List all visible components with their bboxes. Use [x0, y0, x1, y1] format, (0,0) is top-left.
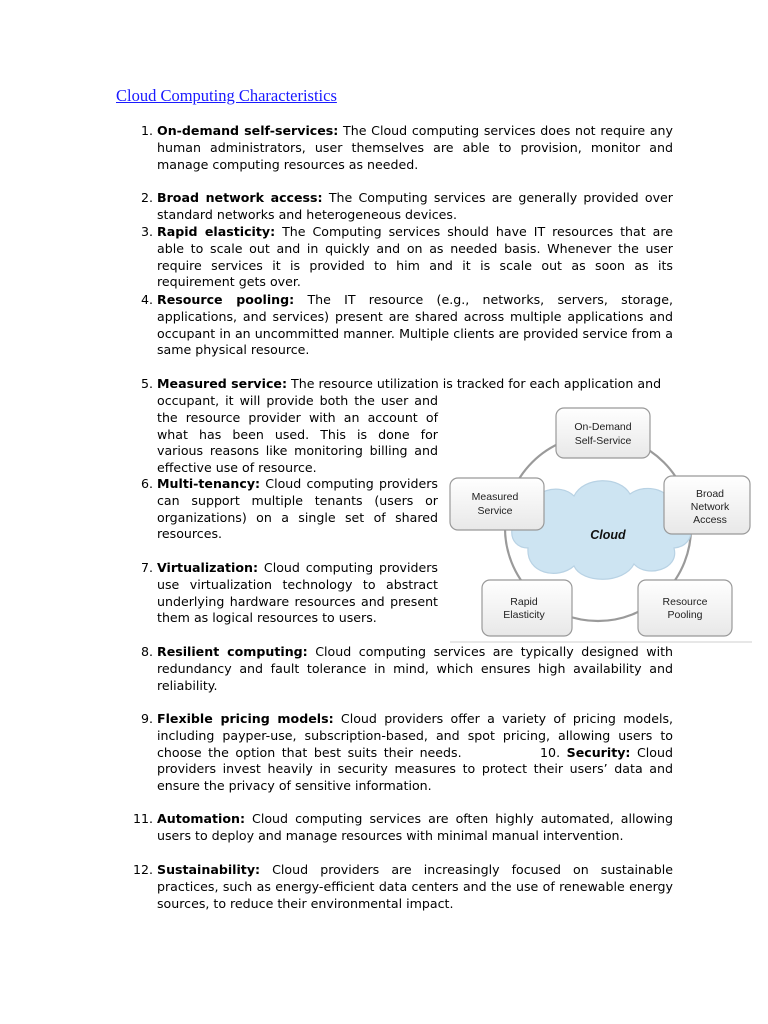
list-item	[140, 292, 673, 359]
item-text: The IT resource (e.g., networks, servers, storage, applications, and services) present are shared across multiple applications and occupant in an uncommitted manner. Multiple clients are provided service from a same physical resource.	[157, 292, 673, 358]
box-label: Resource	[662, 596, 708, 608]
item-heading: Flexible pricing models:	[157, 711, 334, 726]
box-label: Network	[690, 501, 730, 513]
box-label: Broad	[695, 488, 725, 500]
list-number-inline: 10.	[540, 744, 561, 760]
list-item	[140, 560, 438, 627]
item-text-first-line: The resource utilization is tracked for each application and	[287, 376, 662, 391]
box-broad-network	[664, 476, 750, 534]
item-text: Cloud computing providers use virtualization technology to abstract underlying hardware resources and present them as logical resources to users.	[157, 560, 438, 626]
item-text: Cloud computing providers can support multiple tenants (users or organizations) on a single set of shared resources.	[157, 476, 438, 542]
box-measured-service	[450, 478, 544, 530]
list-number: 8.	[140, 644, 153, 659]
item-heading-inline: Security:	[566, 744, 631, 760]
item-text: The Cloud computing services does not require any human administrators, user themselves are able to provision, monitor and manage computing resources as needed.	[157, 123, 673, 172]
list-item	[140, 224, 673, 291]
item-heading: Multi-tenancy:	[157, 476, 261, 491]
item-text-inline: Cloud providers invest heavily in security measures to protect their users’ data and ensure the privacy of sensitive information.	[157, 744, 673, 794]
list-item	[132, 862, 673, 912]
box-on-demand	[556, 408, 650, 458]
list-number: 9.	[140, 711, 153, 726]
item-text: Cloud providers offer a variety of pricing models, including payper-use, subscription-based, and spot pricing, allowing users to choose the option that best suits their needs.	[157, 711, 674, 760]
box-label: Service	[477, 505, 513, 517]
box-label: Access	[693, 514, 727, 526]
list-item	[140, 711, 674, 795]
diagram-svg	[448, 398, 752, 644]
item-heading: Broad network access:	[157, 190, 323, 205]
list-item	[140, 476, 438, 543]
list-item	[132, 811, 673, 845]
item-heading: Resilient computing:	[157, 644, 308, 659]
list-item	[140, 190, 673, 224]
item-heading: Virtualization:	[157, 560, 258, 575]
item-text: Cloud computing services are often highly automated, allowing users to deploy and manage resources with minimal manual intervention.	[157, 811, 673, 843]
cloud-label: Cloud	[590, 528, 626, 542]
item-text: Cloud providers are increasingly focused on sustainable practices, such as energy-efficient data centers and the use of renewable energy sources, to reduce their environmental impact.	[157, 862, 673, 911]
list-number: 4.	[140, 292, 153, 307]
item-heading: Rapid elasticity:	[157, 224, 276, 239]
item-text: occupant, it will provide both the user and the resource provider with an account of what has been used. This is done for various reasons like monitoring billing and effective use of resource.	[157, 393, 438, 476]
cloud-characteristics-diagram	[448, 398, 752, 644]
box-label: Pooling	[667, 609, 703, 621]
page-title: Cloud Computing Characteristics	[116, 86, 337, 105]
item-heading: On-demand self-services:	[157, 123, 339, 138]
box-label: Elasticity	[503, 609, 545, 621]
box-label: Measured	[471, 491, 519, 503]
list-number: 5.	[140, 376, 153, 391]
list-item-continuation	[157, 393, 438, 477]
list-item	[140, 123, 673, 173]
list-number: 2.	[140, 190, 153, 205]
list-number: 6.	[140, 476, 153, 491]
list-number: 12.	[132, 862, 153, 877]
box-rapid-elasticity	[482, 580, 572, 636]
list-number: 7.	[140, 560, 153, 575]
box-label: Rapid	[510, 596, 538, 608]
item-heading: Measured service:	[157, 376, 288, 391]
list-item	[140, 376, 673, 393]
box-resource-pooling	[638, 580, 732, 636]
item-heading: Automation:	[157, 811, 245, 826]
item-heading: Sustainability:	[157, 862, 261, 877]
list-number: 3.	[140, 224, 153, 239]
box-label: On-Demand	[574, 421, 632, 433]
item-text: The Computing services should have IT resources that are able to scale out and in quickly and on as needed basis. Whenever the user require services it is provided to him and it is scale out as soon as its requirement gets over.	[157, 224, 673, 290]
item-text: Cloud computing services are typically designed with redundancy and fault tolerance in mind, which ensures high availability and reliability.	[157, 644, 674, 693]
list-item	[140, 644, 674, 694]
item-text: The Computing services are generally provided over standard networks and heterogeneous devices.	[157, 190, 673, 222]
list-number: 1.	[140, 123, 153, 138]
box-label: Self-Service	[574, 435, 632, 447]
list-number: 11.	[132, 811, 153, 826]
item-heading: Resource pooling:	[157, 292, 295, 307]
